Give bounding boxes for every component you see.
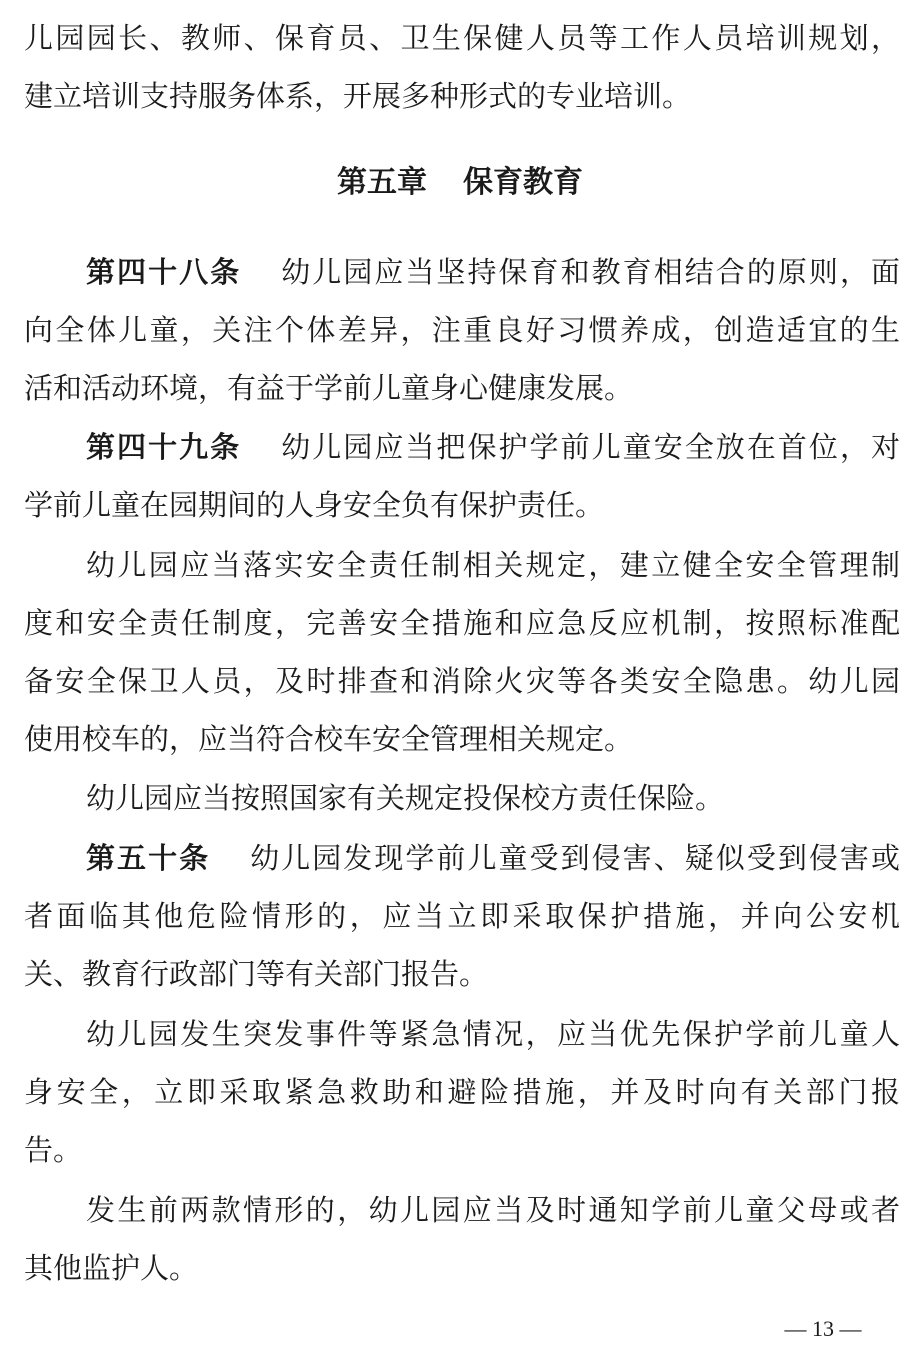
article-50-label: 第五十条 <box>86 841 211 875</box>
article-48-text-1: 幼儿园应当坚持保育和教育相结合的原则，面 <box>279 255 900 289</box>
article-49-text-1: 幼儿园应当把保护学前儿童安全放在首位，对 <box>279 430 900 464</box>
continuation-line-2: 建立培训支持服务体系，开展多种形式的专业培训。 <box>24 79 692 113</box>
article-49-para2-line-3: 备安全保卫人员，及时排查和消除火灾等各类安全隐患。幼儿园 <box>24 664 900 698</box>
article-50-line-3: 关、教育行政部门等有关部门报告。 <box>24 957 489 991</box>
article-49-label: 第四十九条 <box>86 430 242 464</box>
article-50-text-1: 幼儿园发现学前儿童受到侵害、疑似受到侵害或 <box>248 841 900 875</box>
article-48-line-1 <box>86 250 900 294</box>
article-50-para2-line-2: 身安全，立即采取紧急救助和避险措施，并及时向有关部门报 <box>24 1075 900 1109</box>
page-number: — 13 — <box>784 1316 862 1341</box>
article-50-line-2: 者面临其他危险情形的，应当立即采取保护措施，并向公安机 <box>24 899 900 933</box>
article-50-para2-line-1: 幼儿园发生突发事件等紧急情况，应当优先保护学前儿童人 <box>86 1017 900 1051</box>
continuation-line-1: 儿园园长、教师、保育员、卫生保健人员等工作人员培训规划， <box>24 21 900 55</box>
article-49-line-1 <box>86 425 900 469</box>
article-50-para3-line-2: 其他监护人。 <box>24 1251 199 1285</box>
article-49-para2-line-2: 度和安全责任制度，完善安全措施和应急反应机制，按照标准配 <box>24 606 900 640</box>
article-48-label: 第四十八条 <box>86 255 242 289</box>
chapter-heading <box>0 160 920 206</box>
article-49-line-2: 学前儿童在园期间的人身安全负有保护责任。 <box>24 488 605 522</box>
article-49-para2-line-4: 使用校车的，应当符合校车安全管理相关规定。 <box>24 722 634 756</box>
article-48-line-2: 向全体儿童，关注个体差异，注重良好习惯养成，创造适宜的生 <box>24 313 900 347</box>
article-49-para3-line-1: 幼儿园应当按照国家有关规定投保校方责任保险。 <box>86 781 725 815</box>
chapter-number: 第五章 <box>337 165 427 200</box>
article-50-para2-line-3: 告。 <box>24 1133 83 1167</box>
article-49-para2-line-1: 幼儿园应当落实安全责任制相关规定，建立健全安全管理制 <box>86 548 900 582</box>
article-50-line-1 <box>86 836 900 880</box>
article-48-line-3: 活和活动环境，有益于学前儿童身心健康发展。 <box>24 371 634 405</box>
chapter-title: 保育教育 <box>463 165 583 200</box>
article-50-para3-line-1: 发生前两款情形的，幼儿园应当及时通知学前儿童父母或者 <box>86 1193 900 1227</box>
